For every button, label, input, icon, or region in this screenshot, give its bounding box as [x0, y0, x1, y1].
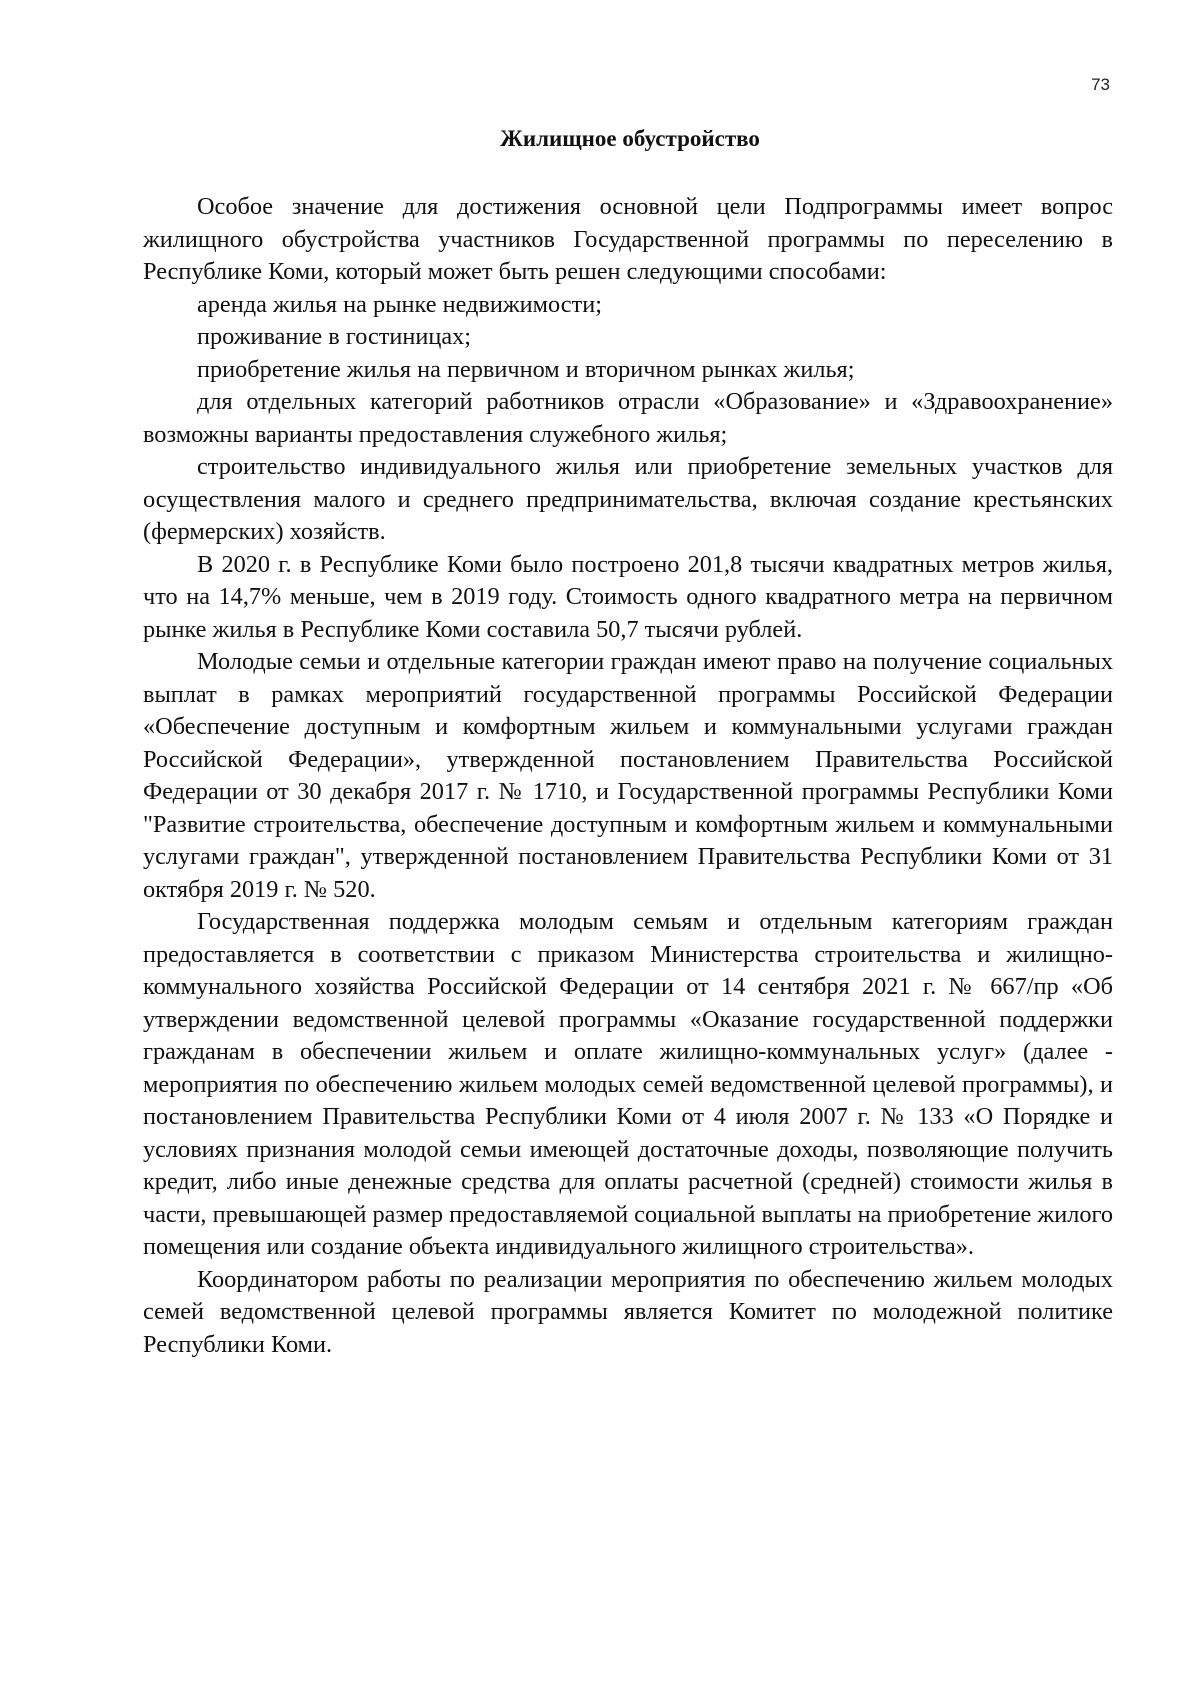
list-item-purchase: приобретение жилья на первичном и вторичном рынках жилья;	[197, 355, 855, 383]
section-title: Жилищное обустройство	[500, 126, 760, 151]
paragraph-coordinator: Координатором работы по реализации мероприятия по обеспечению жильем молодых семей ведомственной целевой программы является Комитет по молодежной политике Республики Коми.	[143, 1265, 1113, 1358]
body-text	[143, 191, 1113, 1361]
list-item-hotels: проживание в гостиницах;	[197, 323, 472, 350]
paragraph-state-support: Государственная поддержка молодым семьям и отдельным категориям граждан предоставляется в соответствии с приказом Министерства строительства и жилищно-коммунального хозяйства Российской Федерации от 14 сентября 2021 г. № 667/пр «Об утверждении ведомственной целевой программы «Оказание государственной поддержки гражданам в обеспечении жильем и оплате жилищно-коммунальных услуг» (далее - мероприятия по обеспечению жильем молодых семей ведомственной целевой программы), и постановлением Правительства Республики Коми от 4 июля 2007 г. № 133 «О Порядке и условиях признания молодой семьи имеющей достаточные доходы, позволяющие получить кредит, либо иные денежные средства для оплаты расчетной (средней) стоимости жилья в части, превышающей размер предоставляемой социальной выплаты на приобретение жилого помещения или создание объекта индивидуального жилищного строительства».	[143, 908, 1113, 1260]
page-number: 73	[1091, 75, 1110, 94]
paragraph-intro: Особое значение для достижения основной цели Подпрограммы имеет вопрос жилищного обустройства участников Государственной программы по переселению в Республике Коми, который может быть решен следующими способами:	[143, 193, 1113, 285]
list-item-construction: строительство индивидуального жилья или приобретение земельных участков для осуществления малого и среднего предпринимательства, включая создание крестьянских (фермерских) хозяйств.	[143, 453, 1113, 545]
list-item-rent: аренда жилья на рынке недвижимости;	[197, 290, 602, 318]
list-item-service-housing: для отдельных категорий работников отрасли «Образование» и «Здравоохранение» возможны варианты предоставления служебного жилья;	[143, 388, 1113, 448]
paragraph-young-families: Молодые семьи и отдельные категории граждан имеют право на получение социальных выплат в рамках мероприятий государственной программы Российской Федерации «Обеспечение доступным и комфортным жильем и коммунальными услугами граждан Российской Федерации», утвержденной постановлением Правительства Российской Федерации от 30 декабря 2017 г. № 1710, и Государственной программы Республики Коми "Развитие строительства, обеспечение доступным и комфортным жильем и коммунальными услугами граждан", утвержденной постановлением Правительства Республики Коми от 31 октября 2019 г. № 520.	[143, 648, 1113, 903]
paragraph-statistics: В 2020 г. в Республике Коми было построено 201,8 тысячи квадратных метров жилья, что на 14,7% меньше, чем в 2019 году. Стоимость одного квадратного метра на первичном рынке жилья в Республике Коми составила 50,7 тысячи рублей.	[143, 550, 1113, 643]
